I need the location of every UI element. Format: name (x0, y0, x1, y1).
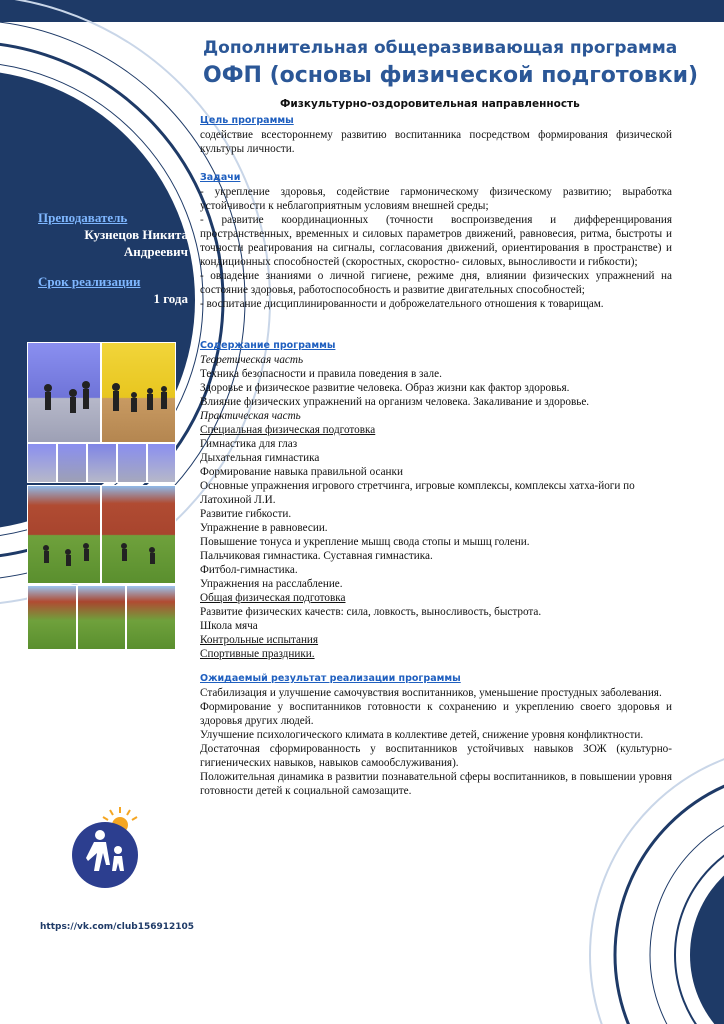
result-item: Достаточная сформированность у воспитанников устойчивых навыков ЗОЖ (культурно-гигиенических навыков, навыков самообслуживания). (200, 743, 672, 769)
goal-section (200, 114, 672, 156)
photo-thumb-1 (27, 443, 57, 483)
photo-outdoor-5 (126, 585, 176, 650)
program-direction: Физкультурно-оздоровительная направленность (280, 98, 580, 110)
result-item: Положительная динамика в развитии познавательной сферы воспитанников, в повышении уровня готовности детей к социальной самозащите. (200, 771, 672, 797)
term-label: Срок реализации (38, 274, 141, 289)
vk-link[interactable]: https://vk.com/club156912105 (40, 922, 195, 932)
photo-gym-blue (27, 342, 101, 443)
content-section (200, 339, 672, 661)
special-item: Упражнение в равновесии. (200, 522, 328, 534)
holidays-label: Спортивные праздники. (200, 648, 315, 660)
task-item: - овладение знаниями о личной гигиене, режиме дня, влиянии физических упражнений на состояние здоровья, работоспособность и развитие двигательных способностей; (200, 270, 672, 296)
task-item: - воспитание дисциплинированности и доброжелательного отношения к товарищам. (200, 298, 604, 310)
tasks-section (200, 171, 672, 311)
special-item: Гимнастика для глаз (200, 438, 298, 450)
theory-item: Здоровье и физическое развитие человека. Образ жизни как фактор здоровья. (200, 382, 570, 394)
goal-text: содействие всестороннему развитию воспитанника посредством формирования физической культуры личности. (200, 129, 672, 155)
teacher-name-line1: Кузнецов Никита (84, 227, 188, 242)
special-label: Специальная физическая подготовка (200, 424, 376, 436)
special-item: Дыхательная гимнастика (200, 452, 320, 464)
special-item: Фитбол-гимнастика. (200, 564, 298, 576)
content-heading: Содержание программы (200, 340, 336, 351)
program-title: Дополнительная общеразвивающая программа (203, 38, 678, 58)
special-item: Развитие гибкости. (200, 508, 292, 520)
general-label: Общая физическая подготовка (200, 592, 346, 604)
tests-label: Контрольные испытания (200, 634, 319, 646)
program-name: ОФП (основы физической подготовки) (203, 63, 699, 88)
special-item: Формирование навыка правильной осанки (200, 466, 403, 478)
teacher-label: Преподаватель (38, 210, 128, 225)
photo-gym-yellow (101, 342, 176, 443)
term-value: 1 года (153, 291, 188, 306)
practice-label: Практическая часть (200, 410, 301, 422)
tasks-heading: Задачи (200, 172, 241, 183)
photo-outdoor-4 (77, 585, 126, 650)
special-item: Пальчиковая гимнастика. Суставная гимнастика. (200, 550, 433, 562)
special-item: Упражнения на расслабление. (200, 578, 343, 590)
result-item: Формирование у воспитанников готовности к сохранению и укреплению своего здоровья и здоровья других людей. (200, 701, 672, 727)
photo-thumb-3 (87, 443, 117, 483)
results-section (200, 672, 672, 798)
theory-item: Влияние физических упражнений на организм человека. Закаливание и здоровье. (200, 396, 590, 408)
theory-item: Техника безопасности и правила поведения в зале. (200, 368, 442, 380)
photo-thumb-2 (57, 443, 87, 483)
results-heading: Ожидаемый результат реализации программы (200, 673, 461, 684)
teacher-name-line2: Андреевич (123, 244, 188, 259)
general-item: Развитие физических качеств: сила, ловкость, выносливость, быстрота. (200, 606, 542, 618)
photo-thumb-5 (147, 443, 176, 483)
result-item: Улучшение психологического климата в коллективе детей, снижение уровня конфликтности. (200, 729, 644, 741)
result-item: Стабилизация и улучшение самочувствия воспитанников, уменьшение простудных заболевания. (200, 687, 662, 699)
general-item: Школа мяча (200, 620, 258, 632)
task-item: - укрепление здоровья, содействие гармоническому физическому развитию; выработка устойчивости к неблагоприятным условиям внешней среды; (200, 186, 672, 212)
family-sun-logo (70, 805, 140, 890)
theory-label: Теоретическая часть (200, 354, 304, 366)
goal-heading: Цель программы (200, 115, 294, 126)
task-item: - развитие координационных (точности воспроизведения и дифференцирования пространственных, временных и силовых параметров движений, равновесия, ритма, быстроты и точности реагирования на сигналы, согласования движений, ориентирования в пространстве) и кондиционных способностей (скоростных, скоростно- силовых, выносливости и гибкости); (200, 214, 672, 268)
photo-outdoor-1 (27, 485, 101, 584)
photo-outdoor-3 (27, 585, 77, 650)
special-item: Основные упражнения игрового стретчинга, игровые комплексы, комплексы хатха-йоги по Латохиной Л.И. (200, 480, 635, 506)
photo-outdoor-2 (101, 485, 176, 584)
special-item: Повышение тонуса и укрепление мышц свода стопы и мышц голени. (200, 536, 530, 548)
photo-thumb-4 (117, 443, 147, 483)
